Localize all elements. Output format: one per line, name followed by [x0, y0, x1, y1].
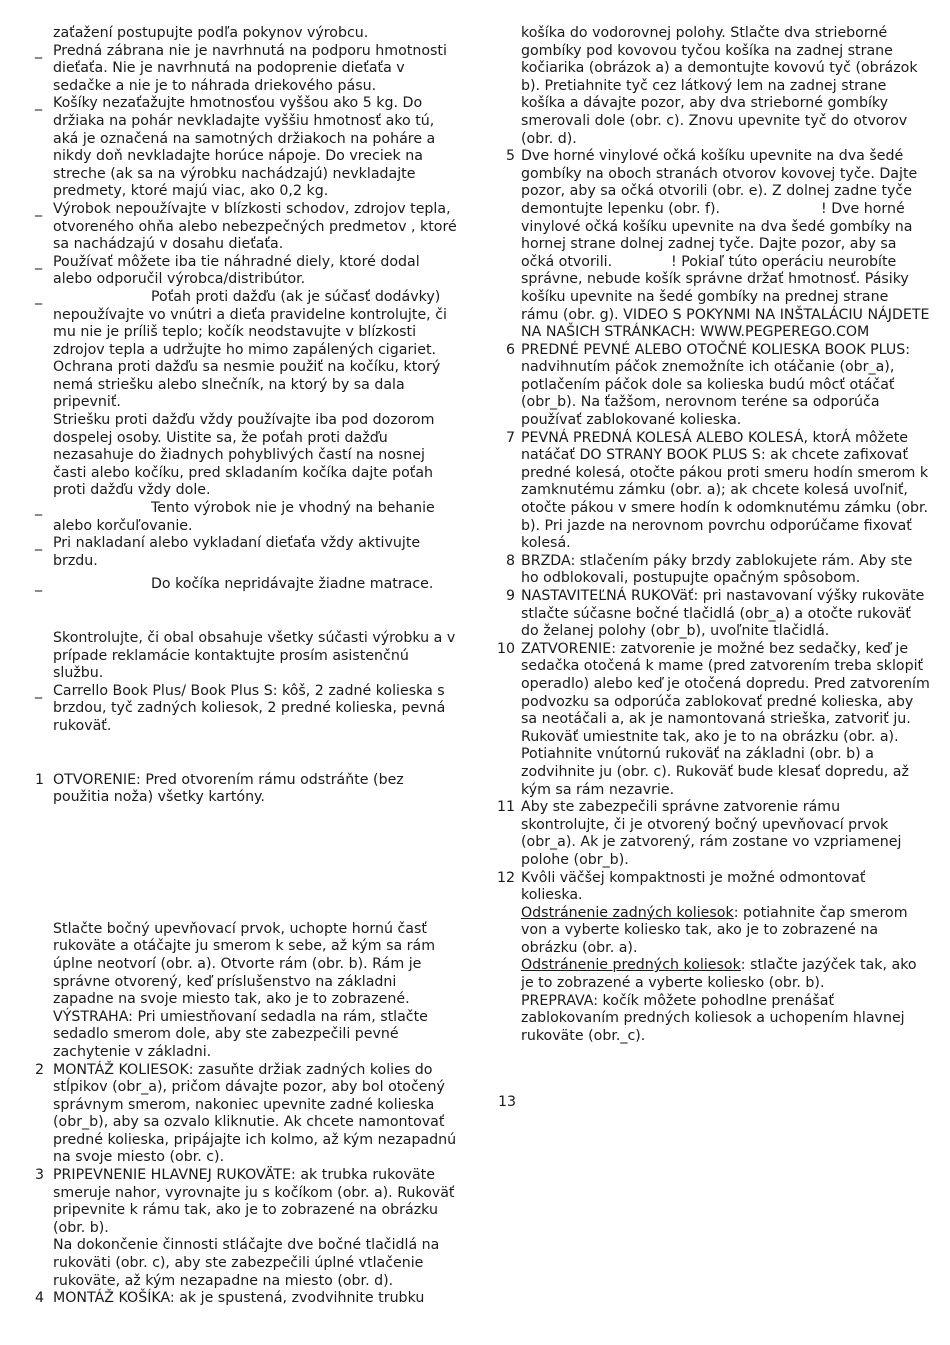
- item-text: ! Dve horné vinylové očká košíku upevnite na dva šedé gombíky na hornej strane dolnej zadnej tyče. Dajte pozor, aby sa očká otvorili.: [521, 200, 913, 270]
- numbered-item-4: [35, 1290, 460, 1308]
- bullet-marker: _: [35, 535, 43, 552]
- bullet-item: [35, 576, 460, 594]
- right-column: [495, 25, 930, 1045]
- paragraph: [35, 25, 460, 43]
- bullet-text: Košíky nezaťažujte hmotnosťou vyššou ako 5 kg. Do držiaka na pohár nevkladajte vyššiu hmotnosť ako tú, aká je označená na samotných držiakoch na poháre a nikdy doň nevkladajte horúce nápoje. Do vreciek na streche (ak sa na výrobku nachádzajú) nevkladajte predmety, ktoré majú viac, ako 0,2 kg.: [53, 95, 436, 200]
- paragraph-text: Skontrolujte, či obal obsahuje všetky súčasti výrobku a v prípade reklamácie kontaktujte prosím asistenčnú službu.: [53, 630, 456, 682]
- page-number: 13: [498, 1094, 517, 1110]
- bullet-text: Predná zábrana nie je navrhnutá na podporu hmotnosti dieťaťa. Nie je navrhnutá na podoprenie dieťaťa v sedačke a nie je to náhrada driekového pásu.: [53, 42, 447, 94]
- bullet-item: [35, 289, 460, 500]
- numbered-item-12: [495, 870, 930, 1046]
- item-text: PREPRAVA: kočík môžete pohodlne prenášať zablokovaním predných koliesok a uchopením hlavnej rukoväte (obr._c).: [521, 992, 905, 1044]
- item-text: Aby ste zabezpečili správne zatvorenie rámu skontrolujte, či je otvorený bočný upevňovací prvok (obr_a). Ak je zatvorený, rám zostane vo vzpriamenej polohe (obr_b).: [521, 799, 902, 868]
- subheading-front-wheels: Odstránenie predných koliesok: [521, 957, 741, 974]
- bullet-marker: _: [35, 200, 43, 217]
- bullet-text: Používať môžete iba tie náhradné diely, ktoré dodal alebo odporučil výrobca/distribútor.: [53, 253, 420, 288]
- bullet-marker: _: [35, 253, 43, 270]
- item-number: 11: [496, 799, 515, 816]
- item-text: Kvôli väčšej kompaktnosti je možné odmontovať kolieska.: [521, 869, 866, 904]
- numbered-item-8: [495, 553, 930, 588]
- bullet-item: [35, 43, 460, 96]
- bullet-item: [35, 254, 460, 289]
- bullet-marker: _: [35, 576, 43, 593]
- numbered-item-5: [495, 148, 930, 342]
- bullet-text: Tento výrobok nie je vhodný na behanie alebo korčuľovanie.: [53, 500, 435, 534]
- bullet-text: Carrello Book Plus/ Book Plus S: kôš, 2 zadné kolieska s brzdou, tyč zadných koliesok, 2 predné kolieska, pevná rukoväť.: [53, 682, 446, 734]
- subheading-rear-wheels: Odstránenie zadných koliesok: [521, 904, 734, 921]
- item-number: 5: [505, 148, 515, 165]
- paragraph-text: košíka do vodorovnej polohy. Stlačte dva strieborné gombíky pod kovovou tyčou košíka na zadnej strane kočiarika (obrázok a) a demontujte kovovú tyč (obrázok b). Pretiahnite tyč cez látkový lem na zadnej strane košíka a dávajte pozor, aby dva strieborné gombíky smerovali dole (obr. c). Znovu upevnite tyč do otvorov (obr. d).: [521, 25, 918, 147]
- paragraph: [495, 25, 930, 148]
- bullet-marker: _: [35, 500, 43, 517]
- item-number: 10: [496, 640, 515, 657]
- bullet-text: Striešku proti dažďu vždy používajte iba pod dozorom dospelej osoby. Uistite sa, že poťah proti dažďu nezasahuje do žiadnych pohyblivých častí na nosnej časti alebo kočíku, pred skladaním kočíka dajte poťah proti dažďu vždy dole.: [53, 412, 435, 499]
- bullet-marker: _: [35, 42, 43, 59]
- item-text: Dve horné vinylové očká košíku upevnite na dva šedé gombíky na oboch stranách otvorov kovovej tyče. Dajte pozor, aby sa očká otvorili (obr. e). Z dolnej zadne tyče demontujte lepenku (obr. f).: [521, 148, 918, 217]
- item-text: [521, 957, 930, 992]
- bullet-item: [35, 683, 460, 736]
- item-number: 4: [35, 1290, 45, 1307]
- item-text: PEVNÁ PREDNÁ KOLESÁ ALEBO KOLESÁ, ktorÁ môžete natáčať DO STRANY BOOK PLUS S: ak chcete zafixovať predné kolesá, otočte pákou proti smeru hodín smerom k zamknutému zámku (obr. a); ak chcete kolesá uvoľniť, otočte pákou v smere hodín k odomknutému zámku (obr. b). Pri jazde na nerovnom povrchu odporúčame fixovať kolesá.: [521, 429, 929, 552]
- paragraph: [35, 921, 460, 1062]
- item-text: PREDNÉ PEVNÉ ALEBO OTOČNÉ KOLIESKA BOOK PLUS: nadvihnutím páčok znemožníte ich otáčanie (obr_a), potlačením páčok dole sa kolieska budú môcť otáčať (obr_b). Na ťažšom, nerovnom teréne sa odporúča používať zablokované kolieska.: [521, 341, 911, 429]
- item-text: MONTÁŽ KOŠÍKA: ak je spustená, zvodvihnite trubku: [53, 1290, 425, 1307]
- numbered-item-1: [35, 772, 460, 807]
- numbered-item-7: [495, 430, 930, 553]
- bullet-item: [35, 500, 460, 535]
- numbered-item-3: [35, 1167, 460, 1290]
- paragraph-text: zaťažení postupujte podľa pokynov výrobcu.: [53, 25, 369, 41]
- item-text: MONTÁŽ KOLIESOK: zasuňte držiak zadných kolies do stĺpikov (obr_a), pričom dávajte pozor, aby bol otočený správnym smerom, nakoniec upevnite zadné kolieska (obr_b), aby sa ozvalo kliknutie. Ak chcete namontovať predné kolieska, pripájajte ich kolmo, až kým nezapadnú na svoje miesto (obr. c).: [53, 1061, 457, 1166]
- numbered-item-9: [495, 588, 930, 641]
- item-text: : potiahnite čap smerom von a vyberte koliesko tak, ako je to zobrazené na obrázku (obr. a).: [521, 904, 908, 956]
- bullet-marker: _: [35, 288, 43, 305]
- item-text: Rukoväť umiestnite tak, ako je to na obrázku (obr. a). Potiahnite vnútornú rukoväť na základni (obr. b) a zodvihnite ju (obr. c). Rukoväť bude klesať dopredu, až kým sa rám nezavrie.: [521, 728, 909, 798]
- bullet-marker: _: [35, 682, 43, 699]
- paragraph-text: Stlačte bočný upevňovací prvok, uchopte hornú časť rukoväte a otáčajte ju smerom k sebe, až kým sa rám úplne neotvorí (obr. a). Otvorte rám (obr. b). Rám je správne otvorený, keď príslušenstvo na základni zapadne na svoje miesto tak, ako je to zobrazené. VÝSTRAHA: Pri umiestňovaní sedadla na rám, stlačte sedadlo smerom dole, aby ste zabezpečili pevné zachytenie v základni.: [53, 920, 436, 1060]
- item-number: 8: [505, 552, 515, 569]
- item-number: 7: [505, 429, 515, 446]
- item-text: PRIPEVNENIE HLAVNEJ RUKOVÄTE: ak trubka rukoväte smeruje nahor, vyrovnajte ju s kočíkom (obr. a). Rukoväť pripevnite k rámu tak, ako je to zobrazené na obrázku (obr. b).: [53, 1167, 455, 1236]
- bullet-item: [35, 535, 460, 570]
- bullet-text: Výrobok nepoužívajte v blízkosti schodov, zdrojov tepla, otvoreného ohňa alebo nebezpečných predmetov , ktoré sa nachádzajú v dosahu dieťaťa.: [53, 200, 457, 253]
- item-text: BRZDA: stlačením páky brzdy zablokujete rám. Aby ste ho odblokovali, postupujte opačným spôsobom.: [521, 552, 913, 587]
- bullet-text: Pri nakladaní alebo vykladaní dieťaťa vždy aktivujte brzdu.: [53, 535, 421, 569]
- bullet-text: Poťah proti dažďu (ak je súčasť dodávky) nepoužívajte vo vnútri a dieťa pravidelne kontrolujte, či mu nie je príliš teplo; kočík neodstavujte v blízkosti zdrojov tepla a udržujte ho mimo zapálených cigariet. Ochrana proti dažďu sa nesmie použiť na kočíku, ktorý nemá striešku alebo slnečník, na ktorý by sa dala pripevniť.: [53, 288, 447, 411]
- bullet-item: [35, 95, 460, 201]
- item-number: 6: [505, 341, 515, 358]
- item-text: ZATVORENIE: zatvorenie je možné bez sedačky, keď je sedačka otočená k mame (pred zatvorením treba sklopiť operadlo) alebo keď je otočená dopredu. Pred zatvorením podvozku sa odporúča zablokovať predné kolieska, aby sa neotáčali a, ak je namontovaná strieška, zatvoriť ju.: [521, 640, 930, 728]
- item-text: ! Pokiaľ túto operáciu neurobíte správne, nebude košík správne držať hmotnosť. Pásiky košíku upevnite na šedé gombíky na prednej strane rámu (obr. g). VIDEO S POKYNMI NA INŠTALÁCIU NÁJDETE NA NAŠICH STRÁNKACH: WWW.PEGPEREGO.COM: [521, 253, 930, 341]
- numbered-item-11: [495, 799, 930, 869]
- item-number: 12: [496, 869, 515, 886]
- paragraph: [35, 630, 460, 683]
- item-text: : stlačte jazýček tak, ako je to zobrazené a vyberte koliesko (obr. b).: [521, 957, 917, 992]
- item-text: Na dokončenie činnosti stláčajte dve bočné tlačidlá na rukoväti (obr. c), aby ste zabezpečili úplné vtlačenie rukoväte, až kým nezapadne na miesto (obr. d).: [53, 1237, 440, 1289]
- item-number: 3: [35, 1167, 45, 1184]
- item-number: 1: [35, 771, 45, 788]
- item-text: NASTAVITEĽNÁ RUKOVäť: pri nastavovaní výšky rukoväte stlačte súčasne bočné tlačidlá (obr_a) a otočte rukoväť do želanej polohy (obr_b), uvoľnite tlačidlá.: [521, 588, 925, 640]
- item-number: 9: [505, 588, 515, 604]
- item-text: OTVORENIE: Pred otvorením rámu odstráňte (bez použitia noža) všetky kartóny.: [53, 771, 404, 806]
- left-column: [35, 25, 460, 1308]
- numbered-item-6: [495, 342, 930, 430]
- bullet-item: [35, 201, 460, 254]
- item-text: [521, 905, 930, 958]
- numbered-item-2: [35, 1062, 460, 1168]
- numbered-item-10: [495, 641, 930, 799]
- item-number: 2: [35, 1061, 45, 1078]
- bullet-text: Do kočíka nepridávajte žiadne matrace.: [151, 576, 434, 593]
- bullet-marker: _: [35, 95, 43, 112]
